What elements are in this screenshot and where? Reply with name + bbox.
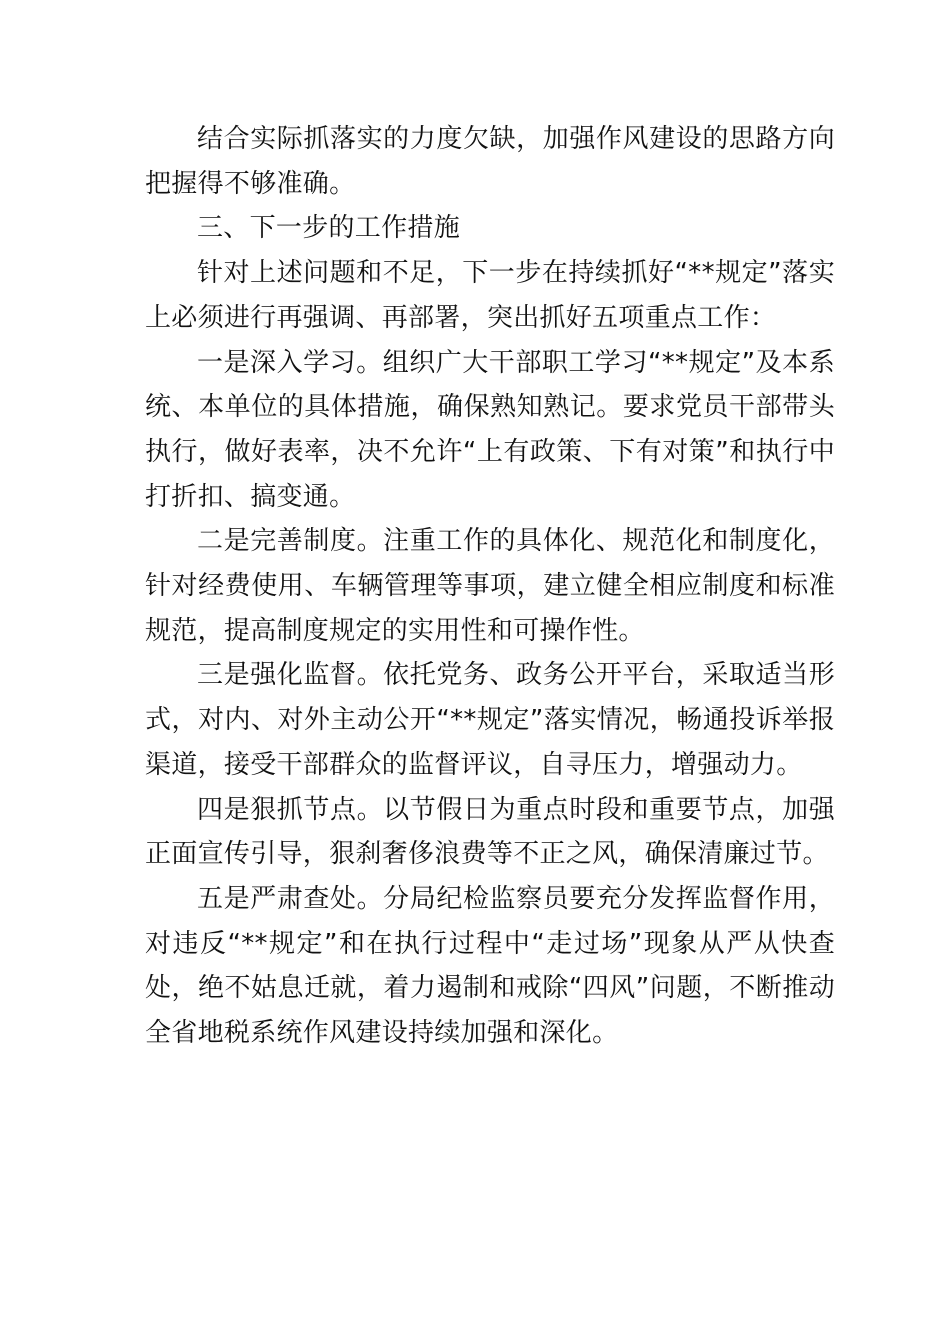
paragraph-item-investigation: 五是严肃查处。分局纪检监察员要充分发挥监督作用，对违反“**规定”和在执行过程中“走过场”现象从严从快查处，绝不姑息迁就，着力遏制和戒除“四风”问题，不断推动全省地税系统作风建设持续加强和深化。 (145, 883, 835, 1049)
paragraph-intro: 针对上述问题和不足，下一步在持续抓好“**规定”落实上必须进行再强调、再部署，突出抓好五项重点工作： (145, 258, 835, 333)
section-heading-next-steps: 三、下一步的工作措施 (197, 213, 461, 244)
paragraph-item-system: 二是完善制度。注重工作的具体化、规范化和制度化，针对经费使用、车辆管理等事项，建立健全相应制度和标准规范，提高制度规定的实用性和可操作性。 (145, 526, 835, 646)
paragraph-item-supervision: 三是强化监督。依托党务、政务公开平台，采取适当形式，对内、对外主动公开“**规定”落实情况，畅通投诉举报渠道，接受干部群众的监督评议，自寻压力，增强动力。 (145, 660, 835, 780)
paragraph-item-holidays: 四是狠抓节点。以节假日为重点时段和重要节点，加强正面宣传引导，狠刹奢侈浪费等不正之风，确保清廉过节。 (145, 794, 835, 870)
paragraph-item-study: 一是深入学习。组织广大干部职工学习“**规定”及本系统、本单位的具体措施，确保熟知熟记。要求党员干部带头执行，做好表率，决不允许“上有政策、下有对策”和执行中打折扣、搞变通。 (145, 347, 835, 512)
document-body (145, 117, 835, 1056)
paragraph-continuation: 结合实际抓落实的力度欠缺，加强作风建设的思路方向把握得不够准确。 (145, 124, 835, 199)
